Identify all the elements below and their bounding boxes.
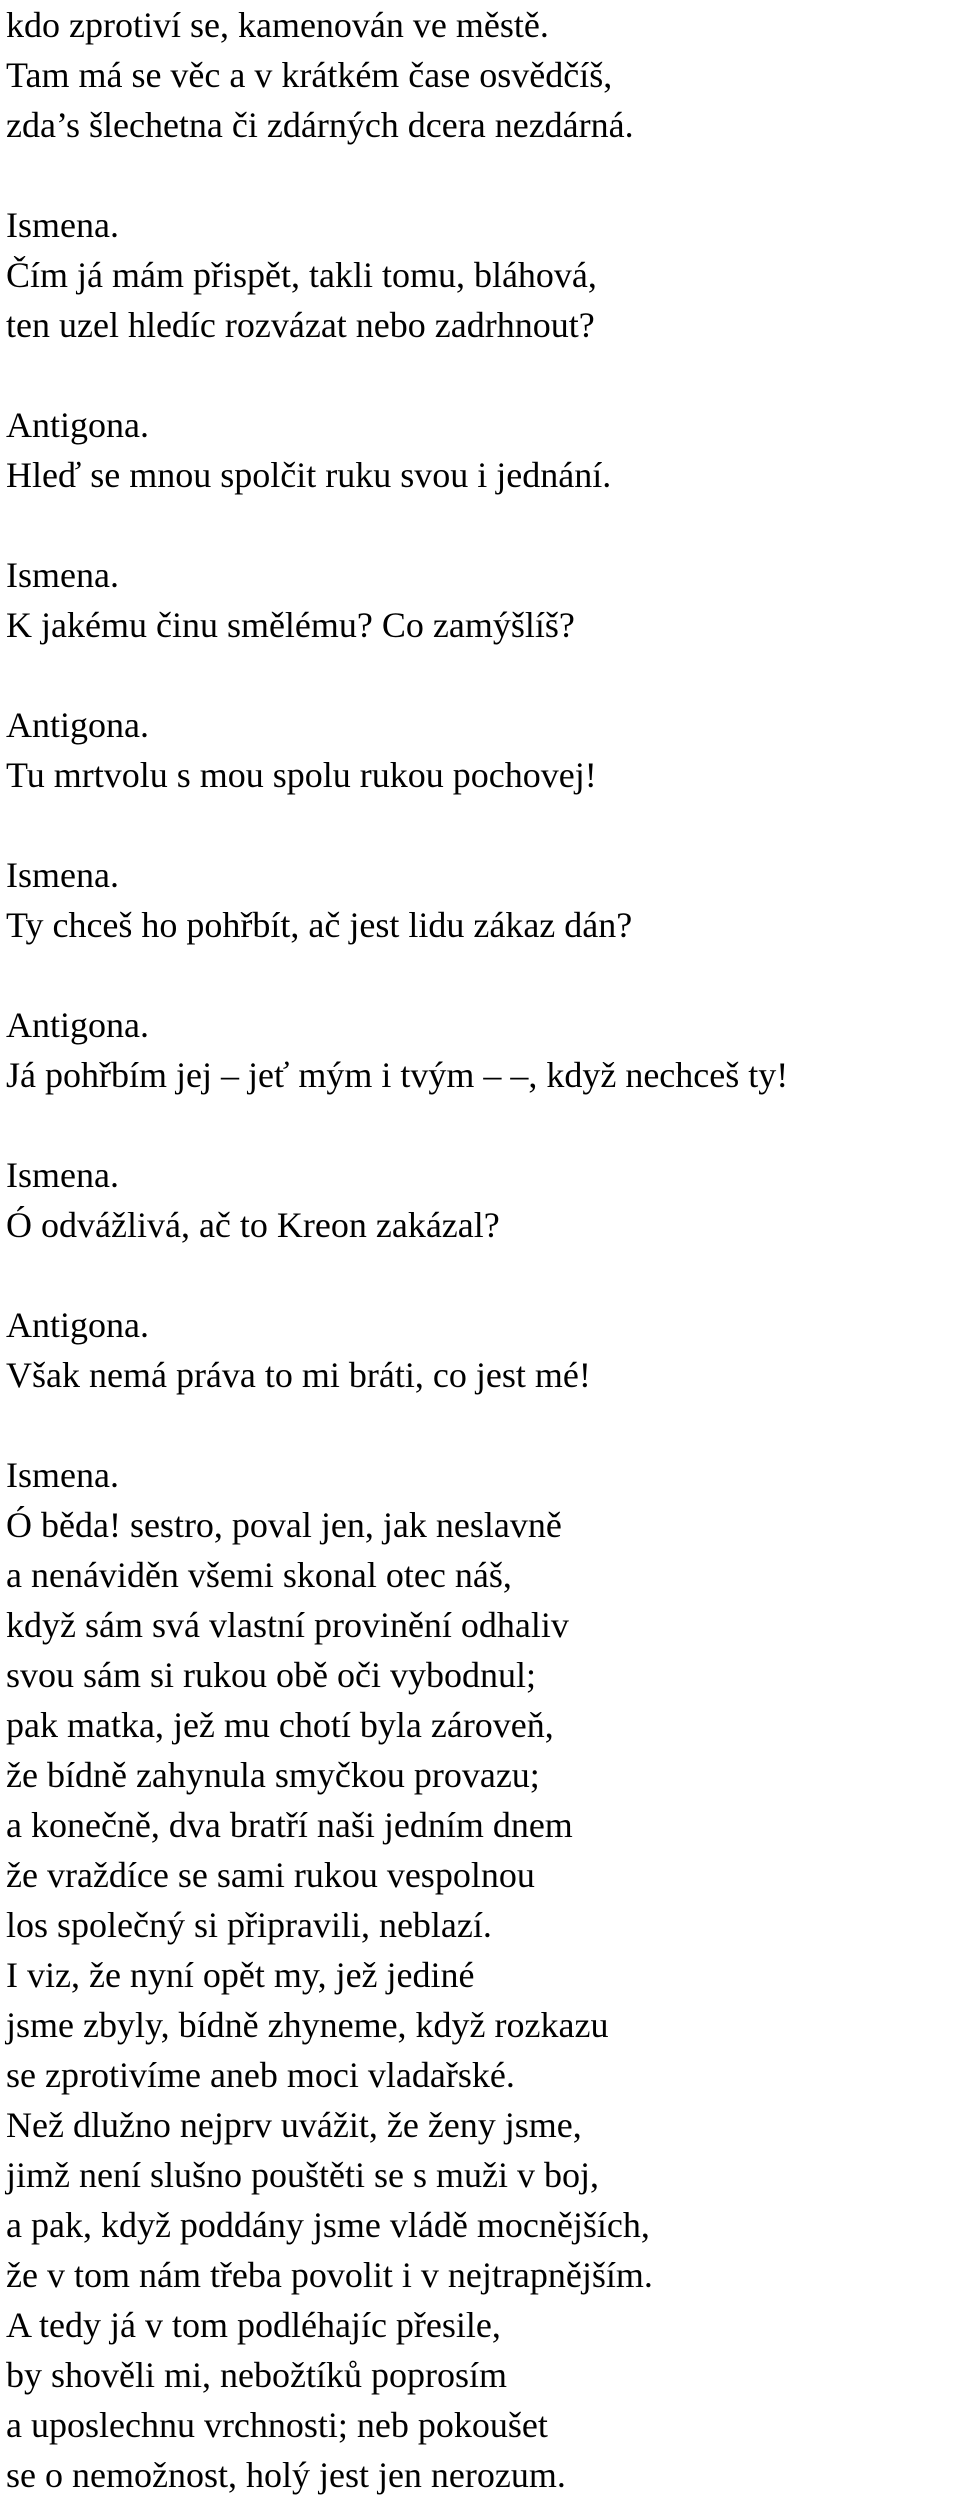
verse-line: svou sám si rukou obě oči vybodnul;: [6, 1655, 536, 1695]
verse-line: Tam má se věc a v krátkém čase osvědčíš,: [6, 55, 613, 95]
verse-line: Než dlužno nejprv uvážit, že ženy jsme,: [6, 2105, 582, 2145]
verse-line: Já pohřbím jej – jeť mým i tvým – –, když nechceš ty!: [6, 1055, 789, 1095]
verse-line: Tu mrtvolu s mou spolu rukou pochovej!: [6, 755, 597, 795]
speaker-name: Ismena.: [6, 205, 119, 245]
verse-line: zda’s šlechetna či zdárných dcera nezdárná.: [6, 105, 634, 145]
exchange-ismena-1: [6, 200, 954, 350]
verse-line: ten uzel hledíc rozvázat nebo zadrhnout?: [6, 305, 595, 345]
verse-line: kdo zprotiví se, kamenován ve městě.: [6, 5, 549, 45]
exchange-ismena-3: [6, 850, 954, 950]
verse-line: pak matka, jež mu chotí byla zároveň,: [6, 1705, 554, 1745]
verse-line: a uposlechnu vrchnosti; neb pokoušet: [6, 2405, 548, 2445]
exchange-ismena-2: [6, 550, 954, 650]
verse-line: že v tom nám třeba povolit i v nejtrapnějším.: [6, 2255, 653, 2295]
verse-line: Ó odvážlivá, ač to Kreon zakázal?: [6, 1205, 500, 1245]
verse-line: a nenáviděn všemi skonal otec náš,: [6, 1555, 512, 1595]
verse-line: Ty chceš ho pohřbít, ač jest lidu zákaz dán?: [6, 905, 633, 945]
verse-line: že vraždíce se sami rukou vespolnou: [6, 1855, 535, 1895]
speaker-name: Ismena.: [6, 555, 119, 595]
exchange-antigona-1: [6, 400, 954, 500]
speaker-name: Antigona.: [6, 1005, 149, 1045]
verse-line: by shověli mi, nebožtíků poprosím: [6, 2355, 507, 2395]
verse-line: že bídně zahynula smyčkou provazu;: [6, 1755, 540, 1795]
verse-line: Hleď se mnou spolčit ruku svou i jednání.: [6, 455, 612, 495]
speaker-name: Ismena.: [6, 855, 119, 895]
exchange-ismena-5: [6, 1450, 954, 2500]
speaker-name: Antigona.: [6, 705, 149, 745]
verse-line: a pak, když poddány jsme vládě mocnějších,: [6, 2205, 650, 2245]
verse-line: když sám svá vlastní provinění odhaliv: [6, 1605, 569, 1645]
verse-line: A tedy já v tom podléhajíc přesile,: [6, 2305, 501, 2345]
speaker-name: Ismena.: [6, 1455, 119, 1495]
verse-line: Však nemá práva to mi bráti, co jest mé!: [6, 1355, 591, 1395]
verse-line: I viz, že nyní opět my, jež jediné: [6, 1955, 475, 1995]
verse-line: se o nemožnost, holý jest jen nerozum.: [6, 2455, 566, 2495]
opening-passage: [6, 0, 954, 150]
exchange-ismena-4: [6, 1150, 954, 1250]
document-page: [6, 0, 954, 2500]
verse-line: jsme zbyly, bídně zhyneme, když rozkazu: [6, 2005, 609, 2045]
speaker-name: Antigona.: [6, 405, 149, 445]
verse-line: Čím já mám přispět, takli tomu, bláhová,: [6, 255, 597, 295]
verse-line: K jakému činu smělému? Co zamýšlíš?: [6, 605, 575, 645]
verse-line: se zprotivíme aneb moci vladařské.: [6, 2055, 515, 2095]
verse-line: los společný si připravili, neblazí.: [6, 1905, 492, 1945]
speaker-name: Antigona.: [6, 1305, 149, 1345]
exchange-antigona-2: [6, 700, 954, 800]
speaker-name: Ismena.: [6, 1155, 119, 1195]
exchange-antigona-3: [6, 1000, 954, 1100]
exchange-antigona-4: [6, 1300, 954, 1400]
verse-line: Ó běda! sestro, poval jen, jak neslavně: [6, 1505, 562, 1545]
verse-line: jimž není slušno pouštěti se s muži v boj,: [6, 2155, 599, 2195]
verse-line: a konečně, dva bratří naši jedním dnem: [6, 1805, 573, 1845]
